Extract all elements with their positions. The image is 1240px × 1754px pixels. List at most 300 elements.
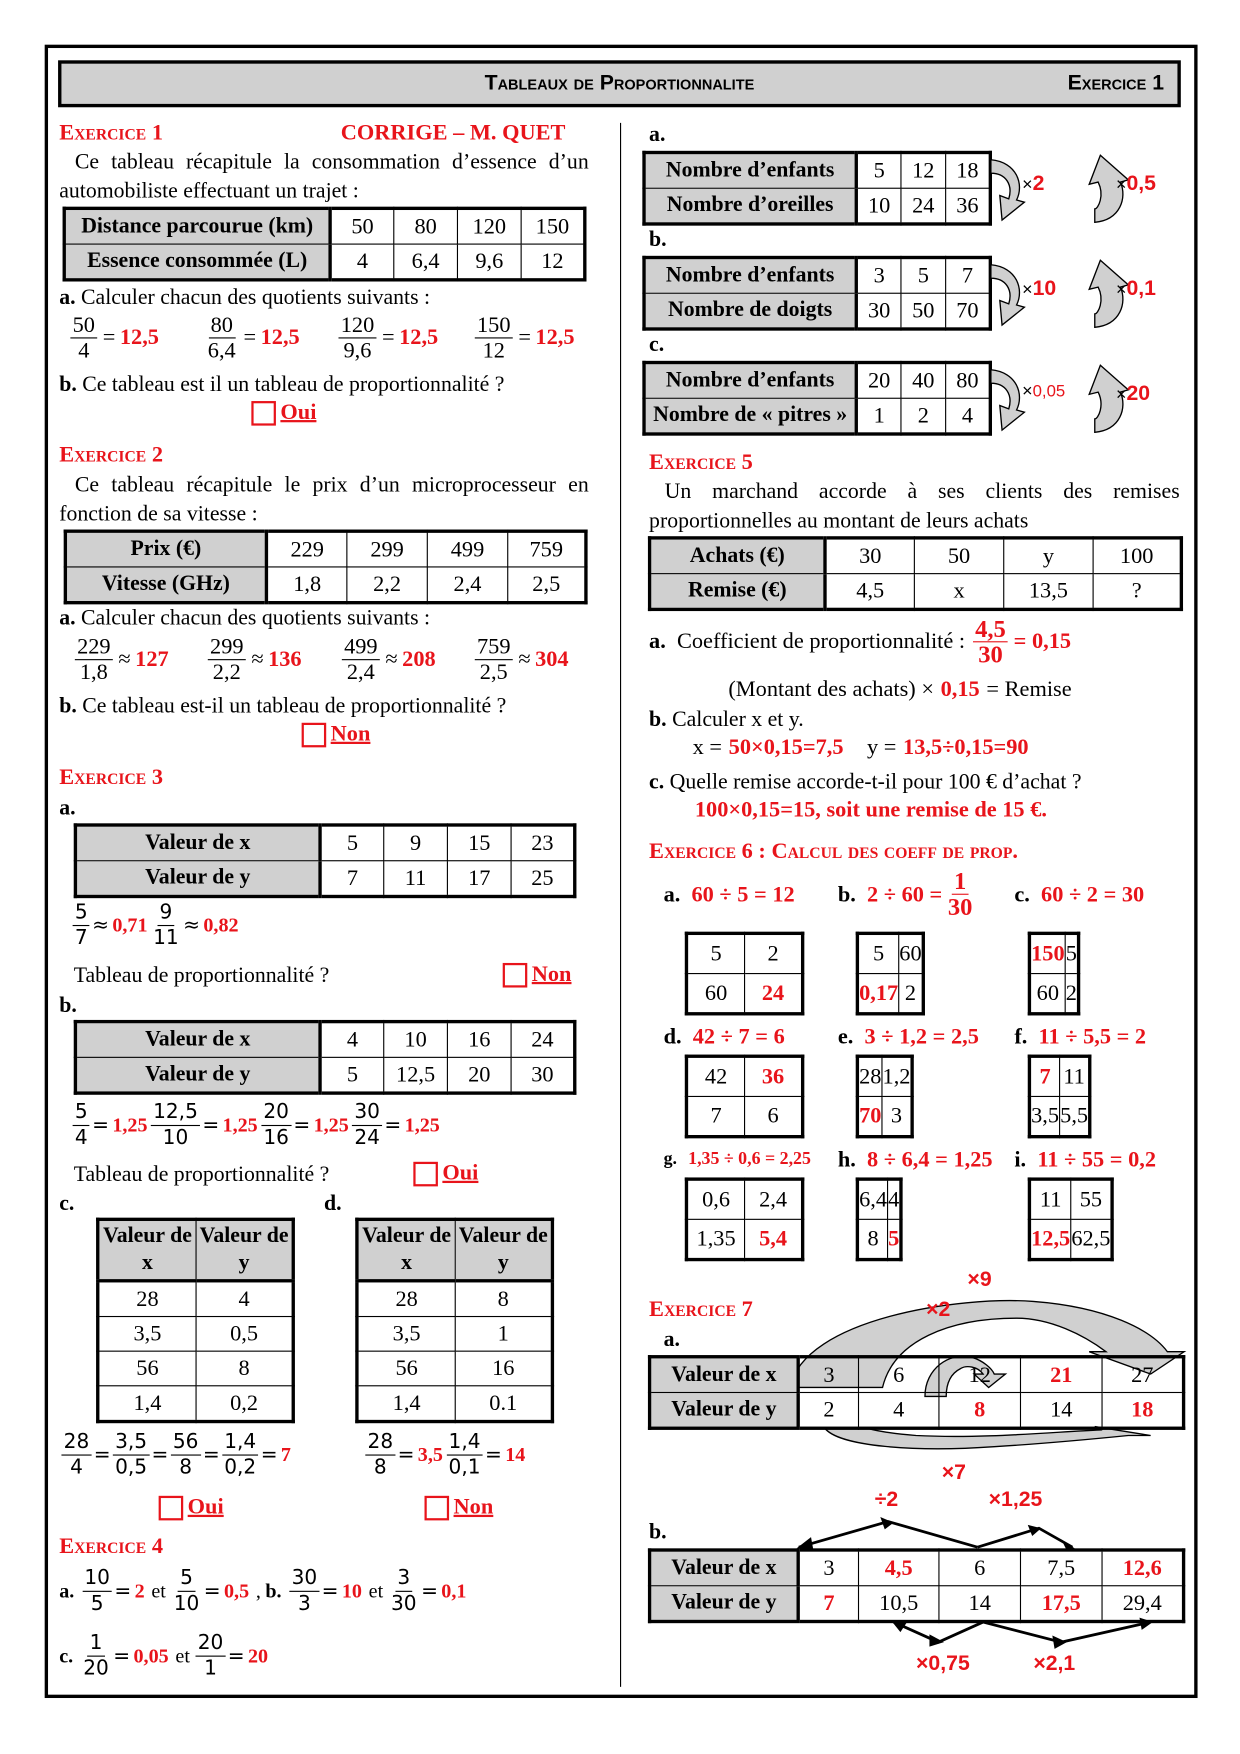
table-cell: 6: [859, 1357, 939, 1393]
op-times-0-75: ×0,75: [916, 1652, 970, 1676]
table-cell: 5,4: [745, 1219, 803, 1259]
fraction: [475, 313, 513, 363]
answer-value: 0,05: [133, 1644, 169, 1667]
op-times-7: ×7: [941, 1461, 966, 1485]
answer-text: Non: [453, 1494, 494, 1520]
ex6-equation: [838, 1146, 993, 1173]
table-cell: 7: [798, 1586, 858, 1622]
table-row: [686, 974, 802, 1014]
fraction: [70, 313, 97, 363]
fraction: [195, 1631, 225, 1681]
table-row: [98, 1317, 293, 1352]
answer-value: 1,25: [313, 1113, 349, 1137]
table-cell: 28: [857, 1056, 882, 1096]
ex6-equation: [837, 866, 978, 921]
table-row: [857, 1056, 912, 1096]
row-header: Vitesse (GHz): [65, 567, 266, 603]
table-cell: 4: [946, 398, 991, 434]
ex1-quotient-4: [471, 313, 576, 363]
row-header: Valeur de y: [75, 1057, 320, 1093]
ex3-a-ratios: [71, 900, 240, 950]
data-table: [64, 530, 588, 605]
table-cell: 12: [521, 244, 585, 280]
table-row: [98, 1351, 293, 1386]
answer-text: Non: [330, 721, 371, 747]
answer-value: 13,5÷0,15=90: [903, 735, 1029, 760]
op-times-9: ×9: [967, 1267, 992, 1292]
table-cell: 2: [798, 1392, 858, 1428]
table-row: [75, 825, 574, 861]
table-cell: 5,5: [1060, 1096, 1090, 1136]
denominator: 30: [947, 892, 973, 921]
question-text: Calculer chacun des quotients suivants :: [80, 285, 431, 310]
ex2-table: [64, 530, 588, 605]
operator: =: [151, 1443, 169, 1467]
table-row: [650, 538, 1182, 574]
ex2-quotient-2: [204, 635, 303, 685]
table-cell: 5: [320, 825, 384, 861]
ex6-table: [1028, 1055, 1092, 1139]
item-label: e.: [837, 1024, 854, 1049]
ex2-heading: Exercice 2: [59, 442, 163, 467]
item-label: f.: [1014, 1024, 1028, 1049]
table-cell: 5: [901, 257, 946, 293]
fraction: [208, 635, 246, 685]
question-text: Calculer x et y.: [672, 708, 804, 732]
table-cell: 60: [899, 933, 924, 973]
operator: =: [421, 1579, 438, 1604]
question-text: Calculer chacun des quotients suivants :: [80, 606, 431, 631]
table-cell: 12: [939, 1357, 1021, 1393]
row-header: Remise (€): [650, 574, 825, 610]
table-cell: 30: [825, 538, 914, 574]
table-row: [686, 1096, 802, 1136]
ex5-table: [648, 536, 1183, 611]
table-cell: 4,5: [825, 574, 914, 610]
ex3-c-answer-checkbox[interactable]: [159, 1495, 224, 1521]
table-row: [857, 933, 923, 973]
operator: ≈: [92, 913, 109, 938]
ex6-table: [1028, 1177, 1114, 1261]
table-cell: 0,5: [196, 1317, 293, 1352]
table-cell: 3,5: [357, 1317, 455, 1352]
numerator: 5: [73, 900, 90, 926]
table-row: [357, 1281, 552, 1317]
table-cell: 4: [320, 1022, 384, 1058]
ex1-question-a: [59, 284, 430, 313]
answer-value: 0,82: [203, 913, 239, 937]
ex3-c-ratios: [60, 1430, 293, 1480]
table-row: [64, 208, 585, 244]
fraction: [365, 1430, 395, 1480]
text: = Remise: [986, 676, 1072, 702]
denominator: 3: [297, 1591, 311, 1616]
header-exercise: Exercice 1: [1067, 71, 1165, 95]
table-cell: 14: [939, 1586, 1021, 1622]
answer-value: 14: [505, 1443, 526, 1466]
fraction: [446, 1430, 482, 1480]
denominator: 9,6: [343, 338, 372, 364]
table-row: [650, 1392, 1184, 1428]
item-label: a.: [663, 882, 681, 908]
multiplier-value: 20: [1126, 382, 1151, 406]
answer-text: Oui: [442, 1160, 479, 1186]
answer-value: 2 ÷ 60 =: [867, 881, 943, 907]
denominator: 2,5: [479, 660, 508, 685]
ex6-table: [856, 1177, 903, 1261]
operator: ≈: [518, 646, 531, 672]
table-cell: 499: [427, 531, 507, 567]
table-cell: 7,5: [1020, 1550, 1102, 1586]
table-cell: 3: [882, 1096, 912, 1136]
data-table: [96, 1218, 295, 1424]
table-row: [65, 567, 586, 603]
ex4-line-c: [59, 1631, 270, 1681]
row-header: Valeur de y: [75, 861, 320, 897]
ex7-a-label: a.: [663, 1328, 680, 1352]
ex3-b-label: b.: [59, 994, 77, 1018]
table-row: [650, 574, 1182, 610]
ex3-a-label: a.: [59, 796, 76, 820]
table-cell: 100: [1093, 538, 1181, 574]
operator: ≈: [183, 913, 201, 938]
data-table: [74, 1020, 577, 1095]
ex6-table: [685, 1177, 805, 1261]
operator: =: [484, 1443, 502, 1467]
ex3-a-answer-checkbox[interactable]: [503, 962, 572, 988]
answer-value: 8 ÷ 6,4 = 1,25: [867, 1147, 993, 1172]
column-header: Valeur de y: [455, 1219, 552, 1280]
numerator: 1,4: [446, 1430, 482, 1456]
answer-value: = 0,15: [1013, 628, 1072, 654]
times-sign: ×: [1022, 175, 1033, 195]
answer-value: 11 ÷ 5,5 = 2: [1038, 1024, 1147, 1049]
text: y =: [850, 735, 897, 760]
table-row: [1029, 974, 1078, 1014]
multiplier-up: [1116, 172, 1156, 197]
denominator: 1: [204, 1656, 217, 1681]
table-cell: 18: [946, 152, 991, 188]
fraction: [151, 900, 181, 950]
numerator: 5: [178, 1566, 195, 1592]
fraction: [171, 1430, 201, 1480]
checkbox[interactable]: [413, 1161, 438, 1186]
table-row: [357, 1351, 552, 1386]
numerator: 120: [338, 313, 376, 339]
numerator: 229: [75, 635, 113, 661]
table-cell: 70: [946, 293, 991, 329]
table-cell: 2: [1065, 974, 1078, 1014]
row-header: Nombre de « pitres »: [644, 398, 856, 434]
ex5-answer-a: [649, 614, 1073, 669]
numerator: 28: [365, 1430, 395, 1456]
ex3-d-label: d.: [323, 1191, 342, 1216]
table-cell: 5: [888, 1219, 901, 1259]
numerator: 3: [395, 1566, 412, 1592]
answer-value: 60 ÷ 2 = 30: [1041, 882, 1145, 908]
fraction: [946, 866, 975, 921]
fraction: [342, 635, 380, 685]
column-header: Valeur de y: [196, 1219, 293, 1280]
checkbox[interactable]: [302, 722, 327, 747]
ex2-answer-checkbox[interactable]: [302, 722, 371, 748]
numerator: 10: [82, 1566, 112, 1592]
table-cell: 40: [901, 363, 946, 399]
table-cell: 36: [745, 1056, 803, 1096]
denominator: 30: [391, 1591, 417, 1616]
numerator: 759: [475, 635, 513, 661]
table-cell: 36: [946, 188, 991, 224]
label: b.: [649, 708, 667, 732]
table-cell: 1: [856, 398, 901, 434]
fraction: [113, 1430, 149, 1480]
row-header: Valeur de x: [75, 1022, 320, 1058]
table-cell: 11: [1029, 1179, 1070, 1219]
ex1-intro: Ce tableau récapitule la consommation d’essence d’un automobiliste effectuant un trajet :: [59, 150, 589, 204]
numerator: 3,5: [113, 1430, 149, 1456]
answer-value: 12,5: [399, 325, 439, 350]
table-cell: 0,2: [196, 1386, 293, 1422]
table-cell: 50: [914, 538, 1003, 574]
table-cell: 10: [856, 188, 901, 224]
ex7b-top-arrows: [799, 1522, 1073, 1548]
table-row: [1029, 1219, 1112, 1259]
table-cell: 24: [745, 974, 803, 1014]
ex2-question-a: [59, 604, 430, 633]
checkbox[interactable]: [251, 400, 276, 425]
row-header: Valeur de x: [650, 1357, 799, 1393]
table-cell: 60: [1029, 974, 1065, 1014]
denominator: 12: [482, 338, 505, 364]
table-cell: 3: [798, 1550, 858, 1586]
table-cell: 3,5: [98, 1317, 196, 1352]
table-row: [98, 1219, 293, 1280]
table-row: [644, 257, 990, 293]
table-cell: 120: [457, 208, 521, 244]
row-header: Nombre d’enfants: [644, 257, 856, 293]
table-cell: 3: [798, 1357, 858, 1393]
table-cell: 8: [939, 1392, 1021, 1428]
ex6-table: [1028, 932, 1081, 1016]
table-cell: 42: [686, 1056, 744, 1096]
item-label: i.: [1014, 1147, 1027, 1172]
table-cell: 3,5: [1029, 1096, 1059, 1136]
denominator: 30: [978, 640, 1003, 669]
fraction: [206, 313, 238, 363]
table-cell: 17,5: [1020, 1586, 1102, 1622]
table-cell: y: [1004, 538, 1093, 574]
label: a.: [59, 285, 76, 310]
ex3-d-answer-checkbox[interactable]: [425, 1495, 494, 1521]
table-row: [75, 1022, 574, 1058]
answer-value: 208: [402, 646, 436, 672]
text: et: [151, 1579, 166, 1602]
table-cell: 18: [1102, 1392, 1184, 1428]
fraction: [82, 1566, 112, 1616]
text: ,: [255, 1579, 261, 1602]
table-cell: 4: [888, 1179, 901, 1219]
numerator: 20: [195, 1631, 225, 1657]
row-header: Valeur de y: [650, 1392, 799, 1428]
ex6-equation: [1014, 881, 1144, 908]
table-cell: 21: [1020, 1357, 1102, 1393]
fraction: [973, 614, 1008, 669]
checkbox[interactable]: [503, 962, 528, 987]
table-cell: 2,5: [508, 567, 586, 603]
table-row: [857, 1179, 901, 1219]
table-row: [1029, 1179, 1112, 1219]
answer-value: 1,25: [112, 1113, 148, 1137]
numerator: 30: [352, 1100, 382, 1126]
item-label: h.: [837, 1147, 856, 1172]
fraction: [61, 1430, 91, 1480]
multiplier-down: [1022, 382, 1065, 402]
table-cell: 20: [447, 1057, 511, 1093]
table-cell: 1,4: [98, 1386, 196, 1422]
table-row: [650, 1550, 1184, 1586]
table-cell: 20: [856, 363, 901, 399]
operator: ≈: [251, 646, 264, 672]
table-row: [75, 1057, 574, 1093]
table-cell: 56: [98, 1351, 196, 1386]
answer-value: 127: [135, 646, 169, 672]
answer-value: 42 ÷ 7 = 6: [692, 1024, 785, 1049]
table-row: [857, 974, 923, 1014]
ex3-c-table: [96, 1218, 295, 1424]
numerator: 299: [208, 635, 246, 661]
column-header: Valeur de x: [357, 1219, 455, 1280]
table-row: [644, 293, 990, 329]
ex5-heading: Exercice 5: [649, 450, 753, 475]
table-cell: 6,4: [394, 244, 458, 280]
ex1-quotient-1: [67, 313, 161, 363]
fraction: [222, 1430, 258, 1480]
ex7-b-table: [648, 1548, 1185, 1623]
numerator: 1,4: [222, 1430, 258, 1456]
ex6-heading: Exercice 6 : Calcul des coeff de prop.: [649, 838, 1018, 864]
table-row: [857, 1096, 912, 1136]
answer-value: 1,25: [404, 1113, 440, 1137]
data-table: [355, 1218, 554, 1424]
row-header: Valeur de y: [650, 1586, 799, 1622]
answer-value: 100×0,15=15, soit une remise de 15 €.: [694, 797, 1047, 823]
fraction: [75, 635, 113, 685]
checkbox[interactable]: [159, 1495, 184, 1520]
table-cell: 9: [384, 825, 448, 861]
item-label: a.: [59, 1579, 75, 1602]
multiplier-value: 2: [1032, 172, 1045, 196]
numerator: 20: [261, 1100, 291, 1126]
table-cell: 27: [1102, 1357, 1184, 1393]
table-cell: 24: [901, 188, 946, 224]
table-cell: 5: [1065, 933, 1078, 973]
table-row: [357, 1219, 552, 1280]
denominator: 1,8: [79, 660, 108, 685]
ex1-answer-checkbox[interactable]: [251, 400, 316, 426]
fraction: [261, 1100, 291, 1150]
table-row: [686, 1179, 802, 1219]
operator: ≈: [385, 646, 398, 672]
table-cell: 28: [98, 1281, 196, 1317]
checkbox[interactable]: [425, 1495, 450, 1520]
times-sign: ×: [1116, 280, 1127, 300]
ex6-table: [685, 1055, 805, 1139]
answer-value: 1,25: [222, 1113, 258, 1137]
table-cell: 30: [511, 1057, 575, 1093]
data-table: [642, 361, 992, 436]
item-label: d.: [663, 1024, 682, 1049]
ex3-d-ratios: [364, 1430, 527, 1480]
table-cell: 25: [511, 861, 575, 897]
ex7-b-label: b.: [649, 1520, 667, 1544]
table-cell: 7: [1029, 1056, 1059, 1096]
denominator: 0,5: [115, 1455, 148, 1480]
ex5-answer-c: [693, 798, 1050, 824]
table-cell: 4: [196, 1281, 293, 1317]
answer-value: 7: [280, 1443, 291, 1466]
row-header: Prix (€): [65, 531, 266, 567]
numerator: 150: [475, 313, 513, 339]
numerator: 9: [157, 900, 174, 926]
operator: =: [93, 1443, 111, 1467]
item-label: c.: [59, 1644, 74, 1667]
row-header: Valeur de x: [650, 1550, 799, 1586]
item-label: c.: [1014, 882, 1030, 908]
table-cell: 5: [856, 152, 901, 188]
table-label: a.: [649, 122, 666, 147]
table-cell: 56: [357, 1351, 455, 1386]
table-row: [1029, 1096, 1089, 1136]
ex6-equation: [664, 1146, 811, 1173]
table-cell: 10,5: [859, 1586, 939, 1622]
operator: =: [102, 325, 116, 350]
denominator: 8: [373, 1455, 387, 1480]
table-cell: 4: [330, 244, 394, 280]
row-header: Nombre d’oreilles: [644, 188, 856, 224]
ex6-table: [685, 932, 805, 1016]
denominator: 2,4: [346, 660, 375, 685]
answer-value: 0,5: [223, 1579, 250, 1602]
multiplier-value: 10: [1032, 277, 1057, 301]
ex7-heading: Exercice 7: [649, 1296, 753, 1322]
table-row: [357, 1317, 552, 1352]
table-row: [98, 1386, 293, 1422]
question-text: Ce tableau est-il un tableau de proportionnalité ?: [82, 694, 507, 719]
denominator: 7: [74, 926, 88, 950]
table-cell: 7: [946, 257, 991, 293]
operator: =: [243, 325, 257, 350]
table-cell: 8: [455, 1281, 552, 1317]
item-label: b.: [837, 881, 856, 907]
fraction: [81, 1631, 111, 1681]
text: (Montant des achats) ×: [728, 676, 934, 702]
fraction: [352, 1100, 382, 1150]
table-row: [1029, 1056, 1089, 1096]
ex2-quotient-3: [338, 635, 437, 685]
fraction: [389, 1566, 419, 1616]
ex3-a-question: Tableau de proportionnalité ?: [73, 964, 330, 988]
times-sign: ×: [1022, 382, 1033, 402]
label: c.: [649, 770, 665, 795]
table-cell: 30: [856, 293, 901, 329]
question-text: Ce tableau est il un tableau de proportionnalité ?: [82, 373, 505, 397]
ex5-question-c: [649, 769, 1081, 798]
numerator: 80: [208, 313, 235, 339]
ex3-b-answer-checkbox[interactable]: [413, 1161, 478, 1187]
table-cell: 14: [1020, 1392, 1102, 1428]
table-cell: 2: [901, 398, 946, 434]
ex6-table: [856, 932, 925, 1016]
